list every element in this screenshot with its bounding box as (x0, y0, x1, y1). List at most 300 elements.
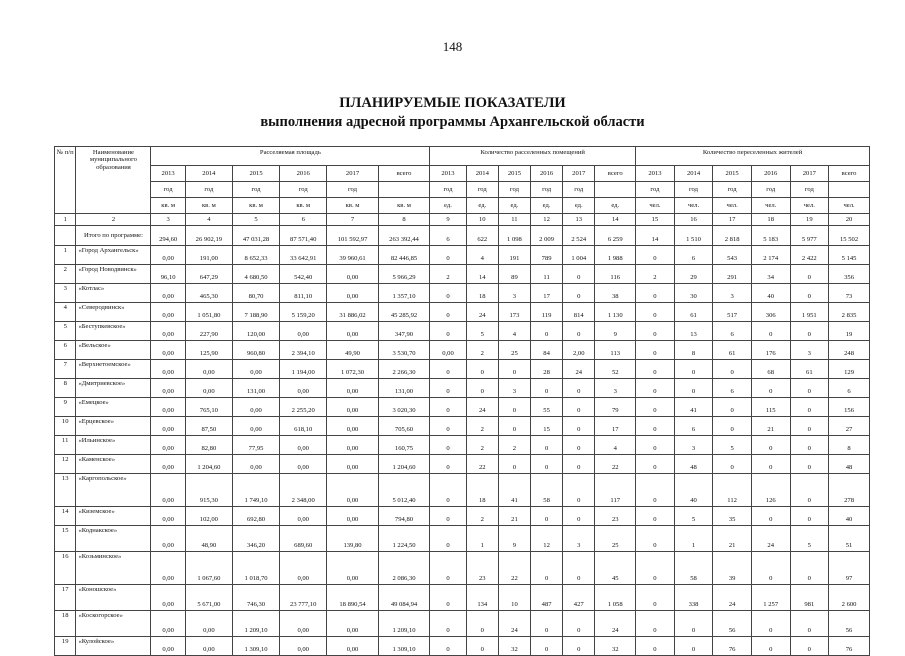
value-cell: 0 (636, 436, 675, 455)
value-cell: 24 (563, 360, 595, 379)
municipality-name: «Коношское» (76, 585, 151, 611)
value-cell: 0 (790, 436, 829, 455)
table-row (55, 507, 870, 526)
value-cell: 0 (636, 526, 675, 552)
value-cell: 89 (498, 265, 530, 284)
header-year-cell: 2017 (790, 166, 829, 182)
value-cell: 0 (674, 379, 713, 398)
value-cell: 32 (595, 637, 636, 656)
value-cell: 34 (751, 265, 790, 284)
value-cell: 28 (531, 360, 563, 379)
value-cell: 0,00 (185, 360, 232, 379)
value-cell: 80,70 (232, 284, 279, 303)
index-cell: 13 (563, 214, 595, 226)
value-cell: 23 (466, 552, 498, 585)
value-cell: 0 (636, 637, 675, 656)
value-cell: 40 (674, 474, 713, 507)
value-cell: 3 (790, 341, 829, 360)
header-year-cell: всего (595, 166, 636, 182)
municipality-name: «Емецкое» (76, 398, 151, 417)
value-cell: 0 (636, 360, 675, 379)
value-cell: 0,00 (232, 417, 279, 436)
value-cell: 0 (636, 341, 675, 360)
value-cell: 3 (498, 284, 530, 303)
value-cell: 0 (563, 552, 595, 585)
header-row-years (55, 166, 870, 182)
value-cell: 1 194,00 (280, 360, 327, 379)
value-cell: 18 (466, 284, 498, 303)
value-cell: 705,60 (378, 417, 430, 436)
value-cell: 689,60 (280, 526, 327, 552)
value-cell: 0 (751, 436, 790, 455)
value-cell: 35 (713, 507, 752, 526)
value-cell: 0,00 (232, 455, 279, 474)
value-cell: 0 (430, 552, 466, 585)
value-cell: 131,00 (232, 379, 279, 398)
index-cell: 2 (76, 214, 151, 226)
header-god-cell: год (232, 182, 279, 198)
value-cell: 1 209,10 (378, 611, 430, 637)
total-value-cell: 47 031,28 (232, 226, 279, 246)
index-cell: 12 (531, 214, 563, 226)
value-cell: 39 (713, 552, 752, 585)
value-cell: 4 (466, 246, 498, 265)
value-cell: 0,00 (151, 637, 185, 656)
value-cell: 0 (751, 611, 790, 637)
value-cell: 542,40 (280, 265, 327, 284)
header-year-cell: всего (829, 166, 870, 182)
value-cell: 77,95 (232, 436, 279, 455)
value-cell: 48,90 (185, 526, 232, 552)
value-cell: 1 (466, 526, 498, 552)
index-cell: 9 (430, 214, 466, 226)
value-cell: 0 (430, 637, 466, 656)
municipality-name: «Ильинское» (76, 436, 151, 455)
index-cell: 14 (595, 214, 636, 226)
total-label: Итого по программе: (76, 226, 151, 246)
table-row (55, 265, 870, 284)
header-year-cell: 2014 (674, 166, 713, 182)
value-cell: 0 (531, 436, 563, 455)
value-cell: 814 (563, 303, 595, 322)
value-cell: 1 988 (595, 246, 636, 265)
municipality-name: «Киземское» (76, 507, 151, 526)
row-number: 3 (55, 284, 76, 303)
value-cell: 0,00 (151, 455, 185, 474)
value-cell: 61 (790, 360, 829, 379)
value-cell: 618,10 (280, 417, 327, 436)
value-cell: 1 018,70 (232, 552, 279, 585)
total-value-cell: 87 571,40 (280, 226, 327, 246)
value-cell: 22 (466, 455, 498, 474)
value-cell: 2 (466, 417, 498, 436)
value-cell: 1 357,10 (378, 284, 430, 303)
municipality-name: «Каменское» (76, 455, 151, 474)
value-cell: 465,30 (185, 284, 232, 303)
value-cell: 0,00 (280, 436, 327, 455)
row-number: 12 (55, 455, 76, 474)
value-cell: 61 (674, 303, 713, 322)
row-number: 10 (55, 417, 76, 436)
header-god-cell: год (636, 182, 675, 198)
value-cell: 52 (595, 360, 636, 379)
value-cell: 0 (430, 507, 466, 526)
header-year-cell: 2013 (151, 166, 185, 182)
value-cell: 0 (498, 417, 530, 436)
value-cell: 23 (595, 507, 636, 526)
total-value-cell: 2 009 (531, 226, 563, 246)
value-cell: 0 (498, 360, 530, 379)
value-cell: 0,00 (280, 455, 327, 474)
total-value-cell: 5 977 (790, 226, 829, 246)
total-value-cell: 294,60 (151, 226, 185, 246)
table-row (55, 611, 870, 637)
value-cell: 10 (498, 585, 530, 611)
header-unit-cell: чел. (636, 198, 675, 214)
header-row-groups (55, 147, 870, 166)
value-cell: 0 (430, 246, 466, 265)
value-cell: 0 (430, 322, 466, 341)
table-row (55, 341, 870, 360)
value-cell: 6 (713, 379, 752, 398)
header-god-cell: год (563, 182, 595, 198)
value-cell: 24 (466, 303, 498, 322)
index-cell: 7 (327, 214, 378, 226)
value-cell: 517 (713, 303, 752, 322)
value-cell: 0 (563, 417, 595, 436)
header-god-cell: год (790, 182, 829, 198)
header-unit-cell: ед. (531, 198, 563, 214)
value-cell: 692,80 (232, 507, 279, 526)
header-unit-cell: кв. м (151, 198, 185, 214)
value-cell: 2 (498, 436, 530, 455)
header-unit-cell: ед. (498, 198, 530, 214)
value-cell: 0 (713, 360, 752, 379)
value-cell: 278 (829, 474, 870, 507)
value-cell: 0 (430, 611, 466, 637)
header-unit-cell: кв. м (232, 198, 279, 214)
value-cell: 33 642,91 (280, 246, 327, 265)
header-god-cell: год (674, 182, 713, 198)
municipality-name: «Ерцевское» (76, 417, 151, 436)
header-year-cell: 2015 (713, 166, 752, 182)
value-cell: 68 (751, 360, 790, 379)
value-cell: 29 (674, 265, 713, 284)
value-cell: 56 (829, 611, 870, 637)
value-cell: 3 530,70 (378, 341, 430, 360)
value-cell: 1 257 (751, 585, 790, 611)
total-row (55, 226, 870, 246)
value-cell: 0 (498, 398, 530, 417)
header-unit-cell: ед. (466, 198, 498, 214)
value-cell: 6 (674, 417, 713, 436)
value-cell: 0 (563, 284, 595, 303)
value-cell: 0,00 (430, 341, 466, 360)
value-cell: 2 266,30 (378, 360, 430, 379)
value-cell: 1 209,10 (232, 611, 279, 637)
header-god-cell: год (151, 182, 185, 198)
header-god-cell: год (430, 182, 466, 198)
municipality-name: «Беступкевское» (76, 322, 151, 341)
value-cell: 24 (751, 526, 790, 552)
value-cell: 129 (829, 360, 870, 379)
value-cell: 17 (531, 284, 563, 303)
header-unit-cell: чел. (790, 198, 829, 214)
value-cell: 4 (595, 436, 636, 455)
value-cell: 1 224,50 (378, 526, 430, 552)
value-cell: 15 (531, 417, 563, 436)
value-cell: 0 (790, 552, 829, 585)
value-cell: 0 (563, 507, 595, 526)
header-unit-cell: кв. м (327, 198, 378, 214)
value-cell: 0 (430, 284, 466, 303)
value-cell: 746,30 (232, 585, 279, 611)
value-cell: 24 (466, 398, 498, 417)
value-cell: 125,90 (185, 341, 232, 360)
value-cell: 7 188,90 (232, 303, 279, 322)
table-row (55, 379, 870, 398)
municipality-name: «Верхнетоемское» (76, 360, 151, 379)
value-cell: 0 (563, 398, 595, 417)
value-cell: 346,20 (232, 526, 279, 552)
value-cell: 2 835 (829, 303, 870, 322)
value-cell: 1 204,60 (378, 455, 430, 474)
value-cell: 191 (498, 246, 530, 265)
value-cell: 0 (790, 398, 829, 417)
header-god-cell: год (498, 182, 530, 198)
value-cell: 120,00 (232, 322, 279, 341)
value-cell: 58 (674, 552, 713, 585)
municipality-name: «Каргопольское» (76, 474, 151, 507)
total-value-cell: 2 524 (563, 226, 595, 246)
value-cell: 0,00 (151, 303, 185, 322)
row-number: 7 (55, 360, 76, 379)
value-cell: 5 012,40 (378, 474, 430, 507)
header-unit-cell: кв. м (185, 198, 232, 214)
total-value-cell: 263 392,44 (378, 226, 430, 246)
header-unit-cell: кв. м (280, 198, 327, 214)
value-cell: 227,90 (185, 322, 232, 341)
index-cell: 16 (674, 214, 713, 226)
header-god-cell: год (280, 182, 327, 198)
value-cell: 5 (790, 526, 829, 552)
value-cell: 5 159,20 (280, 303, 327, 322)
value-cell: 2 (466, 341, 498, 360)
value-cell: 5 (466, 322, 498, 341)
value-cell: 0 (751, 552, 790, 585)
row-number: 4 (55, 303, 76, 322)
value-cell: 0 (790, 474, 829, 507)
value-cell: 1 058 (595, 585, 636, 611)
value-cell: 41 (674, 398, 713, 417)
value-cell: 0 (790, 637, 829, 656)
value-cell: 0,00 (327, 611, 378, 637)
value-cell: 0 (790, 284, 829, 303)
value-cell: 0,00 (327, 455, 378, 474)
value-cell: 22 (595, 455, 636, 474)
municipality-name: «Коскогорское» (76, 611, 151, 637)
value-cell: 427 (563, 585, 595, 611)
value-cell: 76 (713, 637, 752, 656)
value-cell: 1 130 (595, 303, 636, 322)
value-cell: 2 394,10 (280, 341, 327, 360)
index-cell: 17 (713, 214, 752, 226)
row-number: 2 (55, 265, 76, 284)
value-cell: 0 (713, 455, 752, 474)
value-cell: 0 (790, 417, 829, 436)
value-cell: 0 (563, 265, 595, 284)
value-cell: 915,30 (185, 474, 232, 507)
value-cell: 0 (790, 265, 829, 284)
table-row (55, 417, 870, 436)
value-cell: 4 (498, 322, 530, 341)
value-cell: 306 (751, 303, 790, 322)
value-cell: 117 (595, 474, 636, 507)
header-year-cell: 2015 (498, 166, 530, 182)
value-cell: 960,80 (232, 341, 279, 360)
value-cell: 176 (751, 341, 790, 360)
value-cell: 0 (430, 585, 466, 611)
row-number: 1 (55, 246, 76, 265)
value-cell: 0 (636, 417, 675, 436)
value-cell: 0,00 (280, 611, 327, 637)
value-cell: 0 (636, 303, 675, 322)
value-cell: 97 (829, 552, 870, 585)
value-cell: 1 309,10 (378, 637, 430, 656)
value-cell: 0 (674, 360, 713, 379)
index-cell: 19 (790, 214, 829, 226)
header-unit-cell: чел. (713, 198, 752, 214)
value-cell: 0 (751, 322, 790, 341)
value-cell: 356 (829, 265, 870, 284)
municipality-name: «Козьминское» (76, 552, 151, 585)
value-cell: 119 (531, 303, 563, 322)
value-cell: 3 (563, 526, 595, 552)
value-cell: 58 (531, 474, 563, 507)
value-cell: 2 (466, 507, 498, 526)
value-cell: 79 (595, 398, 636, 417)
municipality-name: «Дмитриевское» (76, 379, 151, 398)
value-cell: 0 (713, 417, 752, 436)
value-cell: 191,00 (185, 246, 232, 265)
value-cell: 0 (751, 455, 790, 474)
index-cell: 5 (232, 214, 279, 226)
value-cell: 0,00 (327, 284, 378, 303)
value-cell: 0 (498, 455, 530, 474)
value-cell: 2 (430, 265, 466, 284)
municipality-name: «Котлас» (76, 284, 151, 303)
header-unit-cell: чел. (751, 198, 790, 214)
row-number: 15 (55, 526, 76, 552)
value-cell: 30 (674, 284, 713, 303)
value-cell: 0 (790, 379, 829, 398)
value-cell: 21 (713, 526, 752, 552)
value-cell: 0,00 (151, 417, 185, 436)
value-cell: 40 (829, 507, 870, 526)
value-cell: 0 (430, 436, 466, 455)
value-cell: 0,00 (185, 611, 232, 637)
municipality-name: «Северодвинск» (76, 303, 151, 322)
value-cell: 0,00 (327, 507, 378, 526)
total-value-cell: 6 (430, 226, 466, 246)
value-cell: 0 (430, 360, 466, 379)
index-cell: 11 (498, 214, 530, 226)
value-cell: 0,00 (280, 637, 327, 656)
row-number: 5 (55, 322, 76, 341)
table-row (55, 455, 870, 474)
index-cell: 15 (636, 214, 675, 226)
value-cell: 0 (790, 322, 829, 341)
value-cell: 11 (531, 265, 563, 284)
value-cell: 1 051,80 (185, 303, 232, 322)
header-god-cell (378, 182, 430, 198)
value-cell: 811,10 (280, 284, 327, 303)
index-cell: 18 (751, 214, 790, 226)
value-cell: 794,80 (378, 507, 430, 526)
total-value-cell: 1 510 (674, 226, 713, 246)
value-cell: 51 (829, 526, 870, 552)
row-number: 8 (55, 379, 76, 398)
value-cell: 0 (636, 455, 675, 474)
header-year-cell: 2016 (751, 166, 790, 182)
header-year-cell: всего (378, 166, 430, 182)
value-cell: 0 (430, 398, 466, 417)
header-people: Количество переселенных жителей (636, 147, 870, 166)
value-cell: 24 (713, 585, 752, 611)
value-cell: 0,00 (151, 526, 185, 552)
value-cell: 102,00 (185, 507, 232, 526)
header-year-cell: 2017 (563, 166, 595, 182)
value-cell: 789 (531, 246, 563, 265)
value-cell: 56 (713, 611, 752, 637)
value-cell: 487 (531, 585, 563, 611)
value-cell: 1 (674, 526, 713, 552)
value-cell: 0,00 (327, 417, 378, 436)
value-cell: 21 (751, 417, 790, 436)
value-cell: 248 (829, 341, 870, 360)
header-god-cell (595, 182, 636, 198)
value-cell: 3 020,30 (378, 398, 430, 417)
table-row (55, 284, 870, 303)
total-value-cell: 14 (636, 226, 675, 246)
value-cell: 5 966,29 (378, 265, 430, 284)
page-number: 148 (442, 39, 463, 54)
row-number: 9 (55, 398, 76, 417)
value-cell: 134 (466, 585, 498, 611)
header-god-cell: год (466, 182, 498, 198)
value-cell: 0 (636, 507, 675, 526)
value-cell: 5 671,00 (185, 585, 232, 611)
value-cell: 0 (674, 611, 713, 637)
value-cell: 1 067,60 (185, 552, 232, 585)
value-cell: 0,00 (327, 436, 378, 455)
document-title: ПЛАНИРУЕМЫЕ ПОКАЗАТЕЛИ (339, 95, 566, 111)
value-cell: 0,00 (280, 322, 327, 341)
total-value-cell: 101 592,97 (327, 226, 378, 246)
header-area: Расселяемая площадь (151, 147, 430, 166)
value-cell: 0,00 (151, 398, 185, 417)
value-cell: 0 (636, 552, 675, 585)
table-row (55, 474, 870, 507)
value-cell: 0,00 (327, 322, 378, 341)
header-year-cell: 2016 (531, 166, 563, 182)
value-cell: 0 (531, 322, 563, 341)
value-cell: 45 285,92 (378, 303, 430, 322)
header-year-cell: 2016 (280, 166, 327, 182)
value-cell: 0 (466, 637, 498, 656)
value-cell: 0 (466, 360, 498, 379)
row-number: 13 (55, 474, 76, 507)
